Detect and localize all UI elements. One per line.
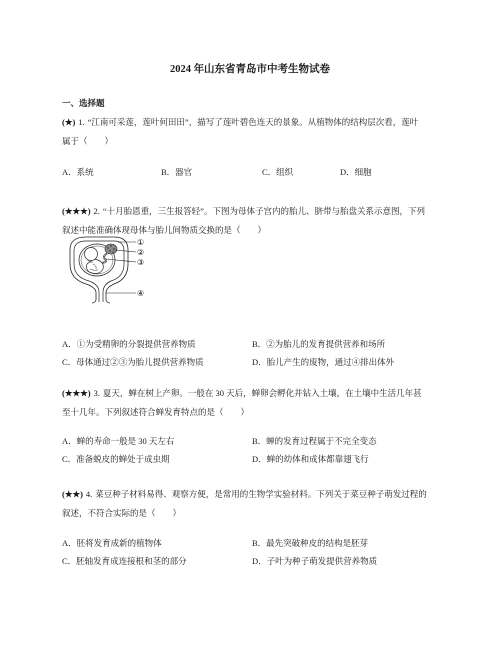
page-title: 2024 年山东省青岛市中考生物试卷 bbox=[169, 64, 331, 75]
diagram-label-3: ③ bbox=[137, 258, 145, 267]
diagram-label-2: ② bbox=[137, 248, 145, 257]
option-d: D．胎儿产生的废物，通过④排出体外 bbox=[252, 357, 395, 367]
question-stem-line bbox=[62, 116, 418, 128]
question-stem-line bbox=[62, 387, 422, 399]
question-stem-line: 叙述中能准确体现母体与胎儿间物质交换的是（ ） bbox=[62, 225, 267, 235]
option-c: C．准备蜕皮的蝉处于成虫期 bbox=[62, 454, 170, 464]
option-b: B．最先突破种皮的结构是胚芽 bbox=[252, 538, 369, 548]
option-c: C．组织 bbox=[262, 167, 294, 177]
section-heading: 一、选择题 bbox=[62, 98, 105, 108]
option-d: D．细胞 bbox=[340, 167, 372, 177]
difficulty-stars: (★) bbox=[62, 117, 76, 127]
option-b: B．②为胎儿的发育提供营养和场所 bbox=[252, 339, 386, 349]
difficulty-stars: (★★★) bbox=[62, 206, 91, 216]
fetus-uterus-diagram bbox=[64, 234, 150, 304]
question-number: 1. bbox=[78, 117, 85, 127]
stem-text: “十月胎恩重，三生报答轻”。下图为母体子宫内的胎儿、脐带与胎盘关系示意图，下列 bbox=[102, 206, 425, 216]
difficulty-stars: (★★) bbox=[62, 489, 83, 499]
question-stem-line: 叙述，不符合实际的是（ ） bbox=[62, 508, 182, 518]
option-d: D．蝉的幼体和成体都靠翅飞行 bbox=[252, 454, 369, 464]
option-a: A．①为受精卵的分裂提供营养物质 bbox=[62, 339, 196, 349]
option-c: C．胚轴发育成连接根和茎的部分 bbox=[62, 556, 187, 566]
fetus-head bbox=[85, 248, 98, 261]
option-d: D．子叶为种子萌发提供营养物质 bbox=[252, 556, 378, 566]
option-b: B．器官 bbox=[161, 167, 193, 177]
question-stem-line bbox=[62, 488, 427, 500]
question-stem-line bbox=[62, 205, 425, 217]
question-number: 2. bbox=[93, 206, 100, 216]
question-stem-line: 至十几年。下列叙述符合蝉发育特点的是（ ） bbox=[62, 407, 250, 417]
stem-text: “江南可采莲，莲叶何田田”，描写了莲叶碧色连天的景象。从植物体的结构层次看，莲叶 bbox=[87, 117, 419, 127]
option-b: B．蝉的发育过程属于不完全变态 bbox=[252, 436, 377, 446]
difficulty-stars: (★★★) bbox=[62, 388, 91, 398]
stem-text: 菜豆种子材料易得、观察方便，是常用的生物学实验材料。下列关于菜豆种子萌发过程的 bbox=[95, 489, 427, 499]
question-stem-line: 属于（ ） bbox=[62, 136, 114, 146]
diagram-label-4: ④ bbox=[137, 289, 145, 298]
canal-opening bbox=[92, 300, 110, 303]
question-number: 4. bbox=[85, 489, 93, 499]
option-a: A．系统 bbox=[62, 167, 94, 177]
option-c: C．母体通过②③为胎儿提供营养物质 bbox=[62, 357, 204, 367]
option-a: A．蝉的寿命一般是 30 天左右 bbox=[62, 436, 175, 446]
diagram-label-1: ① bbox=[137, 238, 145, 247]
question-number: 3. bbox=[93, 388, 100, 398]
option-a: A．胚将发育成新的植物体 bbox=[62, 538, 162, 548]
stem-text: 夏天，蝉在树上产卵。一般在 30 天后，蝉卵会孵化并钻入土壤，在土壤中生活几年甚 bbox=[102, 388, 422, 398]
